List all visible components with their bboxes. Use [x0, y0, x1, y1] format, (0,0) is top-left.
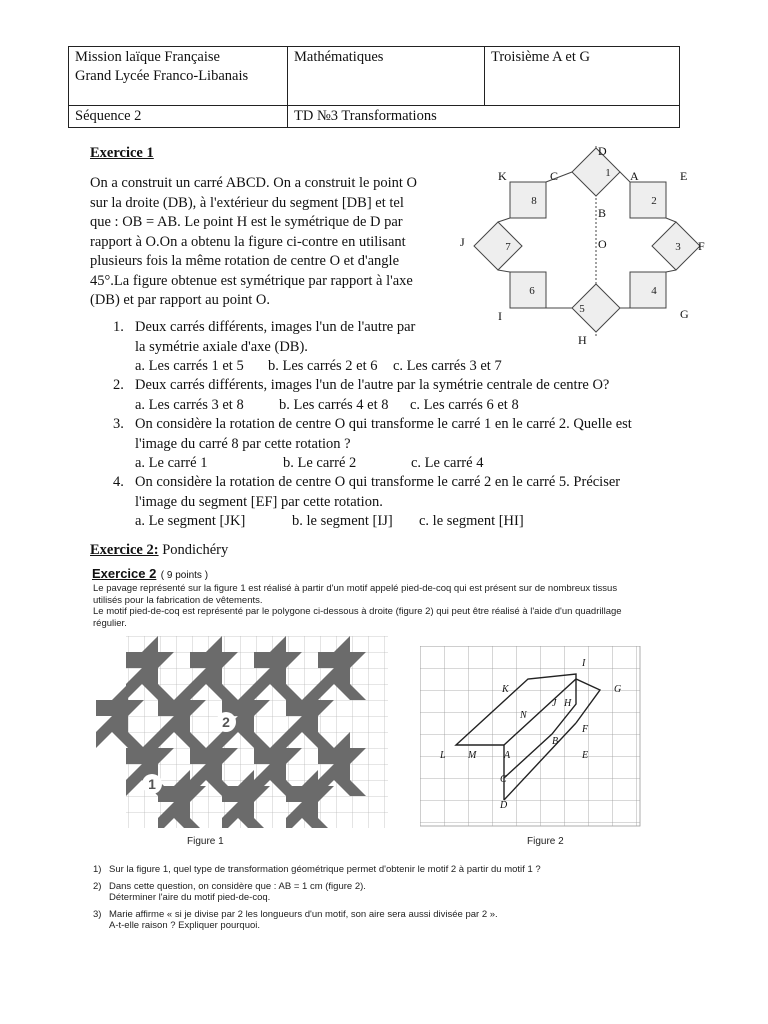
q1-option-a: a. Les carrés 1 et 5: [135, 358, 244, 374]
fig2-point-H: H: [564, 698, 572, 709]
square-label-8: 8: [531, 195, 537, 207]
q2-option-c: c. Les carrés 6 et 8: [410, 397, 519, 413]
school-line2: Grand Lycée Franco-Libanais: [75, 68, 249, 84]
fig2-point-N: N: [520, 710, 527, 721]
header-td-cell: TD №3 Transformations: [288, 106, 680, 128]
question-line: la symétrie axiale d'axe (DB).: [135, 338, 308, 355]
q4-option-a: a. Le segment [JK]: [135, 513, 246, 529]
q4-option-c: c. le segment [HI]: [419, 513, 524, 529]
exercise2-questions: [93, 864, 713, 932]
question-number: 3.: [113, 416, 124, 432]
square-label-5: 5: [579, 303, 585, 315]
point-label-C: C: [550, 169, 559, 183]
exercise2-source: Pondichéry: [158, 542, 229, 558]
ex2-question-3: [93, 909, 713, 932]
question-line: Déterminer l'aire du motif pied-de-coq.: [109, 892, 271, 903]
point-label-K: K: [498, 169, 507, 183]
question-3: [113, 415, 693, 454]
figure1-caption: Figure 1: [187, 836, 224, 847]
point-label-G: G: [680, 307, 689, 321]
fig2-point-C: C: [500, 774, 507, 785]
intro-line: Le pavage représenté sur la figure 1 est réalisé à partir d'un motif appelé pied-de-coq qui est présent sur de nombreux tissus: [93, 583, 618, 594]
intro-line: (DB) et par rapport au point O.: [90, 292, 270, 308]
question-2: [113, 376, 693, 396]
question-line: Sur la figure 1, quel type de transformation géométrique permet d'obtenir le motif 2 à partir du motif 1 ?: [109, 864, 541, 875]
motif-label-1: 1: [148, 776, 156, 792]
point-label-B: B: [598, 206, 607, 220]
exercise2-intro: [93, 583, 713, 629]
question-number: 1.: [113, 319, 124, 335]
school-line1: Mission laïque Française: [75, 49, 220, 65]
point-label-O: O: [598, 237, 607, 251]
q3-option-c: c. Le carré 4: [411, 455, 484, 471]
point-label-I: I: [498, 309, 502, 323]
intro-line: que : OB = AB. Le point H est le symétrique de D par: [90, 214, 403, 230]
q3-option-a: a. Le carré 1: [135, 455, 208, 471]
point-label-H: H: [578, 333, 587, 347]
q1-option-c: c. Les carrés 3 et 7: [393, 358, 502, 374]
question-line: Deux carrés différents, images l'un de l'autre par la symétrie centrale de centre O?: [135, 377, 610, 393]
square-label-1: 1: [605, 167, 611, 179]
q1-option-b: b. Les carrés 2 et 6: [268, 358, 378, 374]
fig2-point-M: M: [468, 750, 477, 761]
exercise2-heading: [90, 541, 228, 561]
point-label-J: J: [460, 235, 465, 249]
ex2-question-1: [93, 864, 713, 876]
square-label-3: 3: [675, 241, 681, 253]
intro-line: sur la droite (DB), à l'extérieur du segment [DB] et tel: [90, 194, 404, 211]
q2-option-a: a. Les carrés 3 et 8: [135, 397, 244, 413]
square-label-7: 7: [505, 241, 511, 253]
fig2-point-E: E: [582, 750, 589, 761]
header-school-cell: [69, 47, 288, 106]
square-label-6: 6: [529, 285, 535, 297]
grid-motif-figure: [420, 646, 642, 828]
question-line: l'image du carré 8 par cette rotation ?: [135, 435, 351, 452]
question-line: Dans cette question, on considère que : AB = 1 cm (figure 2).: [109, 880, 366, 892]
q4-option-b: b. le segment [IJ]: [292, 513, 393, 529]
header-sequence-cell: Séquence 2: [69, 106, 288, 128]
question-number: 1): [93, 864, 102, 875]
question-number: 2.: [113, 377, 124, 393]
question-line: On considère la rotation de centre O qui transforme le carré 2 en le carré 5. Préciser: [135, 474, 621, 490]
question-4: [113, 473, 693, 512]
exercise2-points: ( 9 points ): [160, 570, 209, 581]
point-label-F: F: [698, 239, 705, 253]
exercise1-title: Exercice 1: [90, 145, 154, 161]
point-label-A: A: [630, 169, 639, 183]
ex2-question-2: [93, 881, 713, 904]
exercise1-intro: [90, 174, 450, 311]
square-label-4: 4: [651, 285, 657, 297]
question-number: 2): [93, 880, 102, 892]
q2-option-b: b. Les carrés 4 et 8: [279, 397, 389, 413]
header-subject-cell: Mathématiques: [288, 47, 485, 106]
intro-line: 45°.La figure obtenue est symétrique par rapport à l'axe: [90, 272, 413, 289]
fig2-point-K: K: [502, 684, 509, 695]
question-line: Deux carrés différents, images l'un de l'autre par: [135, 319, 416, 335]
q3-option-b: b. Le carré 2: [283, 455, 357, 471]
intro-line: utilisés pour la fabrication de vêtements.: [93, 594, 263, 606]
fig2-point-B: B: [552, 736, 559, 747]
exercise2-title: Exercice 2:: [90, 542, 159, 558]
intro-line: plusieurs fois la même rotation de centre O et d'angle: [90, 253, 400, 269]
fig2-point-J: J: [552, 698, 557, 709]
intro-line: régulier.: [93, 617, 127, 629]
fig2-point-I: I: [582, 658, 586, 669]
exercise2-inner-heading: [92, 565, 208, 583]
fig2-point-L: L: [440, 750, 446, 761]
point-label-E: E: [680, 169, 688, 183]
figure2-caption: Figure 2: [527, 836, 564, 847]
fig2-point-F: F: [582, 724, 589, 735]
fig2-point-A: A: [504, 750, 511, 761]
question-number: 3): [93, 908, 102, 920]
question-number: 4.: [113, 474, 124, 490]
square-label-2: 2: [651, 195, 657, 207]
question-line: A-t-elle raison ? Expliquer pourquoi.: [109, 920, 261, 931]
intro-line: On a construit un carré ABCD. On a construit le point O: [90, 175, 417, 191]
point-label-D: D: [598, 144, 607, 158]
fig2-point-G: G: [614, 684, 622, 695]
header-classes-cell: Troisième A et G: [485, 47, 680, 106]
intro-line: Le motif pied-de-coq est représenté par le polygone ci-dessous à droite (figure 2) qui peut être réalisé à l'aide d'un quadrillage: [93, 606, 622, 617]
intro-line: rapport à O.On a obtenu la figure ci-contre en utilisant: [90, 233, 406, 250]
houndstooth-figure: [96, 636, 388, 828]
question-line: Marie affirme « si je divise par 2 les longueurs d'un motif, son aire sera aussi divisée par 2 ».: [109, 908, 498, 920]
exercise2-inner-title: Exercice 2: [92, 566, 157, 581]
question-line: On considère la rotation de centre O qui transforme le carré 1 en le carré 2. Quelle est: [135, 416, 632, 432]
fig2-point-D: D: [500, 800, 508, 811]
header-table: [68, 46, 680, 128]
question-1: [113, 318, 673, 357]
question-line: l'image du segment [EF] par cette rotation.: [135, 493, 383, 510]
motif-label-2: 2: [222, 714, 230, 730]
